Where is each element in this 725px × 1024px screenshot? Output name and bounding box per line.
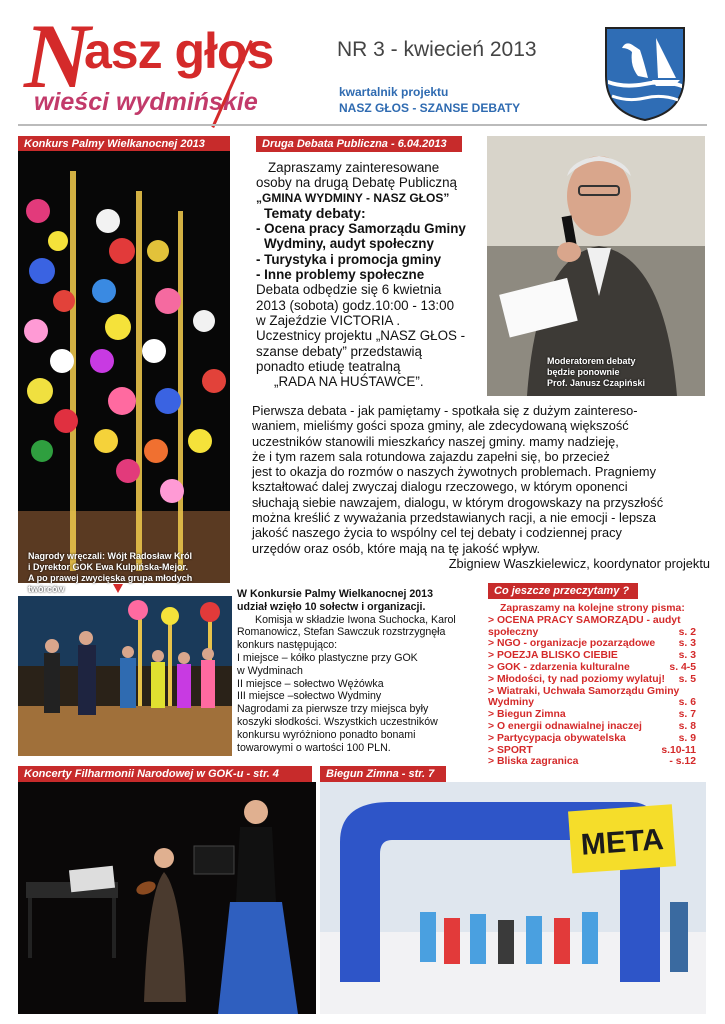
toc-item-page: s. 6: [678, 697, 696, 709]
toc-item: [488, 662, 706, 674]
toc-item: [488, 674, 706, 686]
paragraph-line: Pierwsza debata - jak pamiętamy - spotkała się z dużym zaintereso-: [252, 403, 638, 418]
contest-line: w Wydminach: [237, 664, 303, 677]
moderator-photo: [487, 136, 705, 396]
debate-line: Debata odbędzie się 6 kwietnia: [256, 282, 442, 298]
debate-topics-heading: Tematy debaty:: [264, 204, 366, 221]
debate-line: Uczestnicy projektu „NASZ GŁOS -: [256, 328, 466, 344]
debate-topic: - Inne problemy społeczne: [256, 267, 425, 283]
paragraph-line: słuchają siebie nawzajem, dialogu, w którym drogowskazy na przyszłość: [252, 494, 664, 510]
paragraph-line: można kreślić z wyważania przedstawianych racji, a nie emocji - lepsza: [252, 510, 656, 526]
paragraph-line: kształtować dalej zwyczaj dialogu rzeczowego, w którym oponenci: [252, 479, 628, 495]
paragraph-line: jest to okazja do rozmów o naszych żywotnych problemach. Pragniemy: [252, 464, 656, 480]
toc-item-label: > Młodości, ty nad poziomy wylatuj!: [488, 673, 665, 685]
toc-item-label: > O energii odnawialnej inaczej: [488, 720, 642, 732]
debate-line: 2013 (sobota) godz.10:00 - 13:00: [256, 297, 455, 313]
contest-line: III miejsce –sołectwo Wydminy: [237, 690, 382, 703]
debate-line: osoby na drugą Debatę Publiczną: [256, 175, 457, 191]
toc-item-label: > Bliska zagranica: [488, 756, 579, 768]
toc-item-label: Wydminy: [488, 697, 534, 709]
header-divider: [18, 124, 707, 126]
pole-of-cold-photo: [320, 782, 706, 1014]
toc-item: [488, 745, 706, 757]
contest-line: konkursu wyróżniono ponadto bonami: [237, 728, 416, 741]
toc-item-label: społeczny: [488, 626, 539, 638]
toc-item-page: s.10-11: [661, 744, 696, 756]
toc-item-label: > POEZJA BLISKO CIEBIE: [488, 650, 618, 662]
moderator-caption-line: Prof. Janusz Czapiński: [547, 378, 646, 388]
toc-bar: Co jeszcze przeczytamy ?: [488, 583, 638, 599]
moderator-caption-line: będzie ponownie: [547, 367, 620, 377]
debate-topic: - Ocena pracy Samorządu Gminy: [256, 221, 466, 237]
contest-line: koszyki słodkości. Wszystkich uczestników: [237, 715, 438, 728]
toc-list: [488, 603, 706, 768]
toc-item: [488, 638, 706, 650]
project-line-2: NASZ GŁOS - SZANSE DEBATY: [339, 101, 521, 115]
toc-item-label: > OCENA PRACY SAMORZĄDU - audyt: [488, 614, 681, 626]
toc-item: [488, 650, 706, 662]
toc-item: [488, 733, 706, 745]
coat-of-arms-icon: [604, 26, 686, 122]
signature: Zbigniew Waszkielewicz, koordynator projektu: [448, 555, 710, 571]
toc-item-page: s. 7: [678, 709, 696, 721]
contest-results: [237, 588, 485, 754]
palms-caption-line: A po prawej zwycięska grupa młodych twórców: [28, 573, 193, 594]
toc-item-page: s. 3: [678, 638, 696, 650]
toc-item-label: > Biegun Zimna: [488, 709, 566, 721]
toc-item-label: > Wiatraki, Uchwała Samorządu Gminy: [488, 685, 680, 697]
toc-item: [488, 627, 706, 639]
award-ceremony-photo: [18, 596, 232, 756]
toc-item-page: s. 3: [678, 650, 696, 662]
contest-line: Romanowicz, Stefan Sawczuk rozstrzygnęła: [237, 626, 446, 639]
toc-item: [488, 756, 706, 768]
paragraph-line: urzędów oraz osób, które mają na tę jakość wpływ.: [252, 540, 541, 556]
finish-arch-text: META: [579, 823, 665, 862]
toc-item: [488, 709, 706, 721]
toc-item-page: s. 9: [678, 732, 696, 744]
debate-title: „GMINA WYDMINY - NASZ GŁOS”: [256, 190, 450, 205]
logo-letter-n: N: [24, 5, 91, 107]
debate-paragraph: [252, 403, 712, 571]
palms-caption-line: Nagrody wręczali: Wójt Radosław Król: [28, 551, 193, 561]
palms-illustration: [18, 151, 230, 583]
debate-line: Zapraszamy zainteresowane: [268, 160, 440, 175]
pole-section-bar: Biegun Zimna - str. 7: [320, 766, 446, 782]
debate-line: w Zajeździe VICTORIA .: [256, 312, 401, 328]
contest-line: Nagrodami za pierwsze trzy miejsca były: [237, 703, 429, 716]
contest-line: I miejsce – kółko plastyczne przy GOK: [237, 651, 418, 664]
logo-title: asz głos: [84, 23, 274, 79]
palms-photo: [18, 151, 230, 594]
contest-heading: W Konkursie Palmy Wielkanocnej 2013: [237, 588, 433, 600]
logo-subtitle: wieści wydmińskie: [34, 88, 258, 116]
issue-number: NR 3 - kwiecień 2013: [337, 38, 537, 61]
contest-heading: udział wzięło 10 sołectw i organizacji.: [237, 600, 426, 613]
debate-section-bar: Druga Debata Publiczna - 6.04.2013: [256, 136, 462, 152]
moderator-caption-line: Moderatorem debaty: [547, 356, 636, 366]
concert-photo: [18, 782, 316, 1014]
paragraph-line: jakość naszego życia to wspólny cel tej debaty i codziennej pracy: [252, 525, 622, 541]
contest-line: towarowymi o wartości 100 PLN.: [237, 741, 391, 754]
paragraph-line: uczestników stanowili mieszkańcy naszej gminy. mamy nadzieję,: [252, 433, 619, 449]
debate-topic: Wydminy, audyt społeczny: [264, 236, 434, 252]
moderator-caption: [547, 356, 645, 389]
toc-item-page: s. 5: [678, 673, 696, 685]
contest-line: II miejsce – sołectwo Wężówka: [237, 677, 384, 690]
toc-item-label: > SPORT: [488, 744, 533, 756]
toc-item: [488, 697, 706, 709]
palms-caption: [28, 551, 230, 595]
award-illustration: [18, 596, 232, 756]
toc-item-page: s. 2: [678, 626, 696, 638]
project-line-1: kwartalnik projektu: [339, 85, 449, 99]
palms-section-bar: Konkurs Palmy Wielkanocnej 2013: [18, 136, 230, 152]
toc-item-page: s. 4-5: [669, 661, 696, 673]
toc-item: [488, 615, 706, 627]
debate-line: „RADA NA HUŚTAWCE”.: [274, 374, 424, 390]
toc-item-page: s. 8: [678, 720, 696, 732]
arrow-down-icon: [113, 584, 123, 593]
paragraph-line: że i tym razem sala rotundowa zajazdu zapełni się, bo przecież: [252, 448, 610, 464]
contest-line: Komisja w składzie Iwona Suchocka, Karol: [255, 613, 456, 626]
concert-illustration: [18, 782, 316, 1014]
toc-item: [488, 721, 706, 733]
debate-line: ponadto etiudę teatralną: [256, 358, 401, 374]
toc-items: [488, 615, 706, 768]
palms-caption-line: i Dyrektor GOK Ewa Kulpińska-Mejor.: [28, 562, 189, 572]
paragraph-line: waniem, mieliśmy gości spoza gminy, ale zdecydowaną większość: [252, 418, 629, 434]
toc-item-label: > GOK - zdarzenia kulturalne: [488, 661, 630, 673]
toc-item-label: > NGO - organizacje pozarządowe: [488, 638, 656, 650]
pole-illustration: [320, 782, 706, 1014]
concert-section-bar: Koncerty Filharmonii Narodowej w GOK-u - str. 4: [18, 766, 312, 782]
toc-intro: Zapraszamy na kolejne strony pisma:: [500, 603, 685, 614]
toc-item-label: > Partycypacja obywatelska: [488, 732, 626, 744]
debate-invitation: [256, 160, 486, 389]
debate-topic: - Turystyka i promocja gminy: [256, 251, 442, 267]
debate-line: szanse debaty” przedstawią: [256, 343, 422, 359]
toc-item-page: - s.12: [669, 756, 696, 768]
contest-line: konkurs następująco:: [237, 639, 338, 652]
toc-item: [488, 686, 706, 698]
